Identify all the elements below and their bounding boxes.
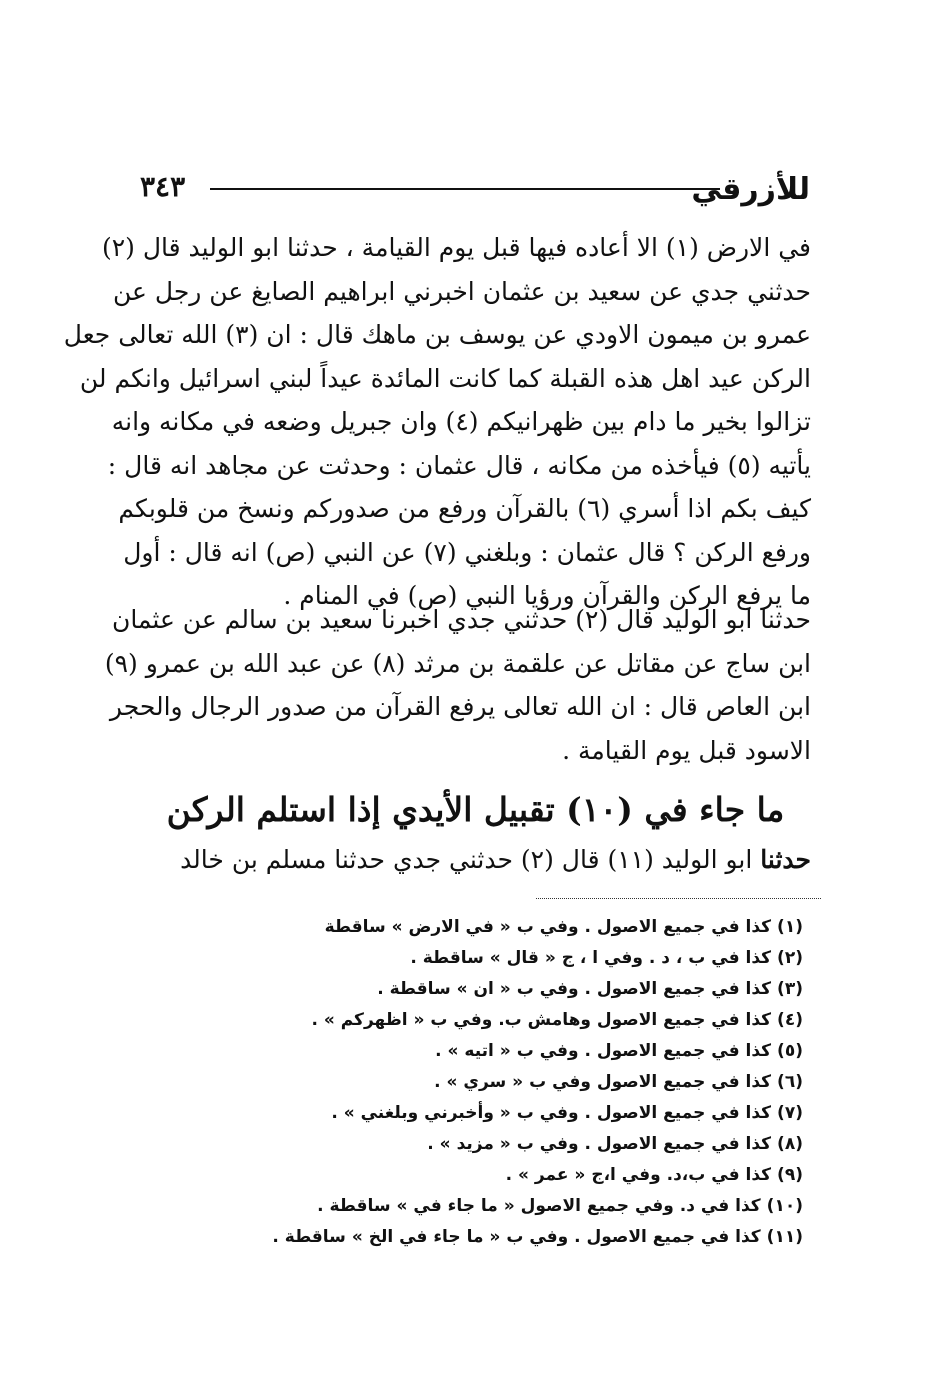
footnote-text: كذا في جميع الاصول . وفي ب « مزيد » . [427, 1134, 772, 1154]
footnote-text: كذا في جميع الاصول وهامش ب. وفي ب « اظهركم » . [311, 1010, 772, 1030]
header-rule [210, 188, 720, 190]
footnote-text: كذا في جميع الاصول . وفي ب « ما جاء في الخ » ساقطة . [272, 1227, 761, 1247]
text-line: في الارض (١) الا أعاده فيها قبل يوم القيامة ، حدثنا ابو الوليد قال (٢) [101, 233, 811, 262]
footnote [300, 1160, 803, 1191]
footnote-text: كذا في جميع الاصول . وفي ب « ان » ساقطة . [377, 979, 772, 999]
footnote-text: كذا في جميع الاصول وفي ب « سري » . [434, 1072, 772, 1092]
footnote [300, 1098, 803, 1129]
footnote [300, 1067, 803, 1098]
text-line: الركن عيد اهل هذه القبلة كما كانت المائدة عيداً لبني اسرائيل وانكم لن [79, 363, 811, 393]
footnote-separator [536, 898, 821, 899]
footnote-number: (٤) [777, 1010, 803, 1030]
page-header [140, 168, 810, 208]
footnote-number: (٦) [777, 1072, 803, 1092]
footnote [300, 1005, 803, 1036]
text-line: ورفع الركن ؟ قال عثمان : وبلغني (٧) عن النبي (ص) انه قال : أول [123, 537, 811, 567]
text-line: يأتيه (٥) فيأخذه من مكانه ، قال عثمان : وحدثت عن مجاهد انه قال : [107, 450, 811, 480]
footnote-number: (٧) [777, 1103, 803, 1123]
footnote-text: كذا في جميع الاصول . وفي ب « في الارض » ساقطة [324, 917, 772, 937]
text-line: كيف بكم اذا أسري (٦) بالقرآن ورفع من صدوركم ونسخ من قلوبكم [118, 494, 811, 523]
footnote [272, 1222, 803, 1253]
paragraph-1 [63, 226, 811, 618]
footnote [300, 912, 803, 943]
footnote-number: (١) [777, 917, 803, 937]
hadith-chain-text: ابو الوليد (١١) قال (٢) حدثني جدي حدثنا مسلم بن خالد [180, 845, 753, 874]
text-line: عمرو بن ميمون الاودي عن يوسف بن ماهك قال : ان (٣) الله تعالى جعل [63, 320, 811, 349]
footnote-number: (٢) [777, 948, 803, 968]
footnote [300, 1129, 803, 1160]
footnote-text: كذا في ب،د. وفي ا،ج « عمر » . [505, 1165, 772, 1185]
text-line: ابن ساج عن مقاتل عن علقمة بن مرثد (٨) عن عبد الله بن عمرو (٩) [104, 648, 811, 678]
section-first-line [138, 838, 811, 881]
footnote-text: كذا في ب ، د . وفي ا ، ج « قال » ساقطة . [410, 948, 772, 968]
footnote-number: (١٠) [766, 1196, 803, 1216]
footnote [300, 943, 803, 974]
text-line: حدثني جدي عن سعيد بن عثمان اخبرني ابراهيم الصايغ عن رجل عن [113, 276, 811, 306]
footnote-number: (٣) [777, 979, 803, 999]
text-line: ما يرفع الركن والقرآن ورؤيا النبي (ص) في المنام . [283, 581, 811, 610]
text-line: حدثنا ابو الوليد قال (٢) حدثني جدي اخبرنا سعيد بن سالم عن عثمان [111, 605, 811, 634]
section-heading: ما جاء في (١٠) تقبيل الأيدي إذا استلم الركن [166, 790, 785, 829]
footnote-text: كذا في جميع الاصول . وفي ب « وأخبرني وبلغني » . [331, 1103, 772, 1123]
hadith-lead-word: حدثنا [760, 845, 811, 874]
text-line: تزالوا بخير ما دام بين ظهرانيكم (٤) وان جبريل وضعه في مكانه وانه [111, 407, 811, 436]
running-title: للأزرقي [691, 172, 810, 207]
footnote-text: كذا في د. وفي جميع الاصول « ما جاء في » ساقطة . [317, 1196, 761, 1216]
footnote-number: (١١) [766, 1227, 803, 1247]
text-line: الاسود قبل يوم القيامة . [562, 735, 811, 765]
text-line: ابن العاص قال : ان الله تعالى يرفع القرآن من صدور الرجال والحجر [109, 692, 811, 721]
footnotes [272, 912, 803, 1253]
footnote [300, 1191, 803, 1222]
footnote [300, 1036, 803, 1067]
page-number: ٣٤٣ [140, 170, 186, 203]
paragraph-2 [104, 598, 811, 772]
footnote-number: (٨) [777, 1134, 803, 1154]
footnote [300, 974, 803, 1005]
footnote-number: (٩) [777, 1165, 803, 1185]
footnote-text: كذا في جميع الاصول . وفي ب « اتيه » . [435, 1041, 772, 1061]
footnote-number: (٥) [777, 1041, 803, 1061]
